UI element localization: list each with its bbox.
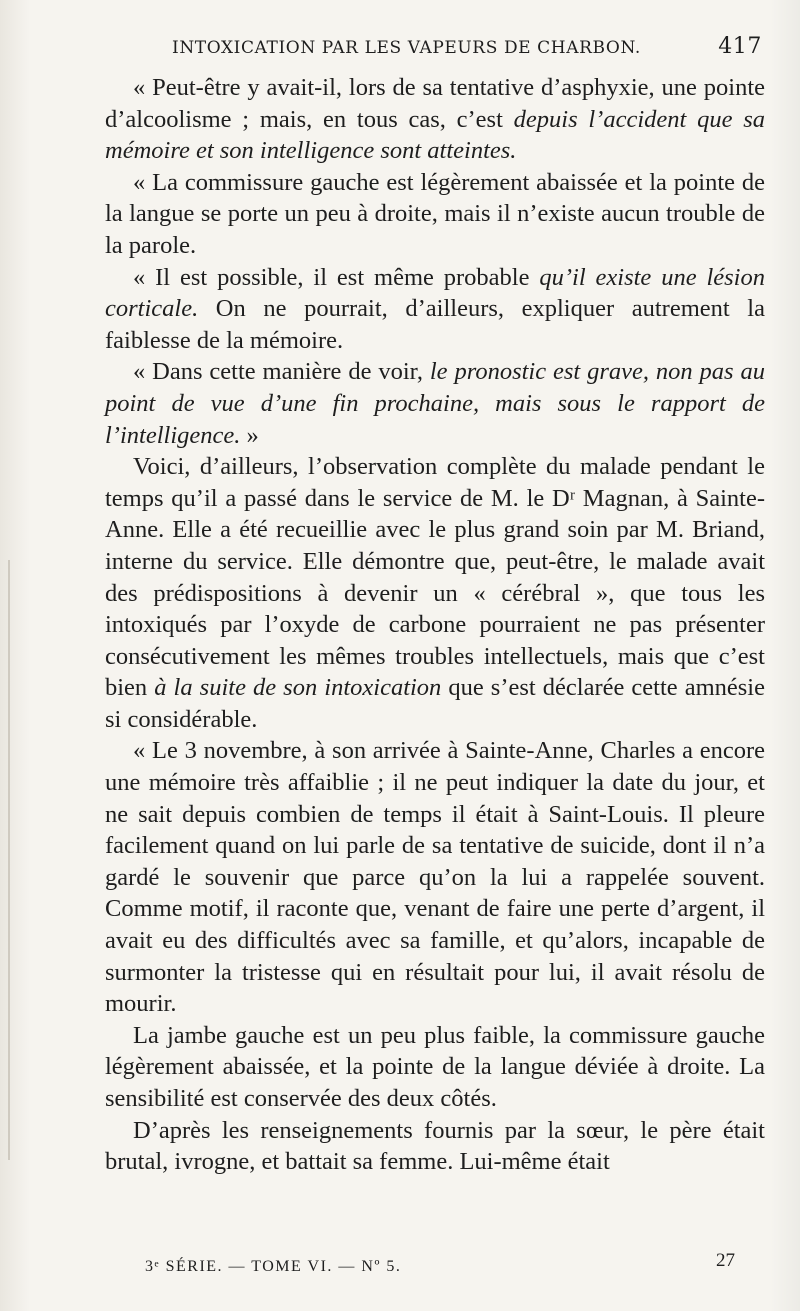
text-run: »	[240, 421, 259, 449]
paragraph	[105, 356, 765, 451]
running-title: INTOXICATION PAR LES VAPEURS DE CHARBON.	[172, 38, 641, 58]
text-run: « Il est possible, il est même probable	[133, 263, 540, 291]
sheet-number: 27	[716, 1250, 735, 1271]
text-run: D’après les renseignements fournis par la sœur, le père était brutal, ivrogne, et battait sa femme. Lui-même était	[105, 1116, 765, 1176]
printer-signature: 3ᵉ SÉRIE. — TOME VI. — Nº 5.	[145, 1258, 402, 1275]
text-run: On ne pourrait, d’ailleurs, expliquer autrement la faiblesse de la mémoire.	[105, 295, 765, 354]
paragraph	[105, 735, 765, 1019]
text-run: Voici, d’ailleurs, l’observation complète du malade pendant le temps qu’il a passé dans le service de M. le Dʳ Magnan, à Sainte-Anne. Elle a été recueillie avec le plus grand soin par M. Briand, interne du service. Elle démontre que, peut-être, le malade avait des prédispositions à devenir un « cérébral », que tous les intoxiqués par l’oxyde de carbone pourraient ne pas présenter consécutivement les mêmes troubles intellectuels, mais que c’est bien	[105, 453, 765, 702]
body-text	[105, 72, 765, 1178]
text-run: « La commissure gauche est légèrement abaissée et la pointe de la langue se porte un peu à droite, mais il n’existe aucun trouble de la parole.	[105, 168, 765, 259]
page-number: 417	[718, 34, 762, 59]
text-run: « Peut-être y avait-il, lors de sa tentative d’asphyxie, une pointe d’alcoolisme ; mais, en tous cas, c’est	[105, 74, 765, 133]
italic-run: depuis l’accident que sa mémoire et son intelligence sont atteintes.	[105, 105, 765, 165]
text-run: « Dans cette manière de voir,	[133, 358, 430, 386]
paragraph	[105, 1115, 765, 1178]
paragraph	[105, 1020, 765, 1115]
page-footer	[145, 1250, 745, 1280]
text-run: que s’est déclarée cette amnésie si considérable.	[105, 674, 765, 733]
paragraph	[105, 262, 765, 357]
italic-run: le pronostic est grave, non pas au point de vue d’une fin prochaine, mais sous le rapport de l’intelligence.	[105, 358, 765, 449]
italic-run: à la suite de son intoxication	[154, 674, 442, 702]
page-edge-shadow	[8, 560, 10, 1160]
paragraph	[105, 451, 765, 735]
text-run: « Le 3 novembre, à son arrivée à Sainte-Anne, Charles a encore une mémoire très affaiblie ; il ne peut indiquer la date du jour, et ne sait depuis combien de temps il était à Saint-Louis. Il pleure facilement quand on lui parle de sa tentative de suicide, dont il n’a gardé le souvenir que parce qu’on la lui a rappelée souvent. Comme motif, il raconte que, venant de faire une perte d’argent, il avait eu des difficultés avec sa famille, et qu’alors, incapable de surmonter la tristesse qui en résultait pour lui, il avait résolu de mourir.	[105, 737, 765, 1018]
paragraph	[105, 72, 765, 167]
italic-run: qu’il existe une lésion corticale.	[105, 263, 765, 323]
text-run: La jambe gauche est un peu plus faible, la commissure gauche légèrement abaissée, et la pointe de la langue déviée à droite. La sensibilité est conservée des deux côtés.	[105, 1021, 765, 1112]
page-header	[172, 34, 762, 64]
paragraph	[105, 167, 765, 262]
